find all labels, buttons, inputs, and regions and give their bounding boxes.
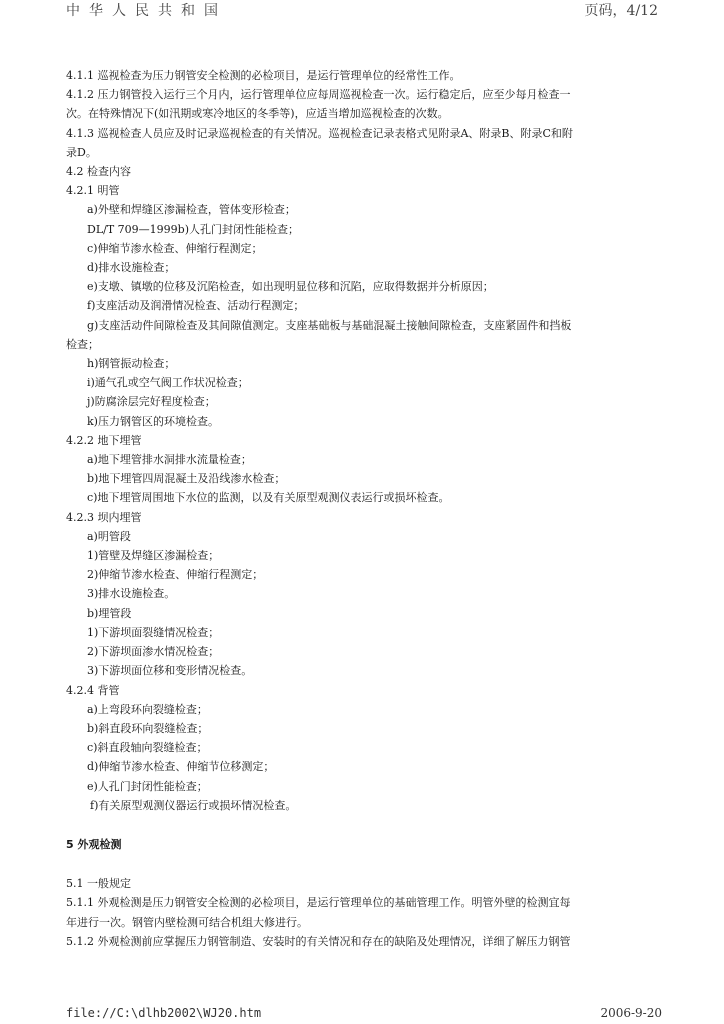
text-line: 年进行一次。钢管内壁检测可结合机组大修进行。 — [66, 915, 308, 929]
text-line: a)明管段 — [87, 529, 131, 543]
footer-file-path: file://C:\dlhb2002\WJ20.htm — [66, 1006, 262, 1020]
document-body — [66, 66, 662, 951]
text-line: 1)管壁及焊缝区渗漏检查； — [87, 549, 220, 563]
text-line: g)支座活动件间隙检查及其间隙值测定。支座基础板与基础混凝土接触间隙检查，支座紧固件和挡板 — [87, 318, 572, 332]
text-line: d)伸缩节渗水检查、伸缩节位移测定； — [87, 760, 275, 774]
section-4-lines — [66, 66, 662, 815]
text-line: c)斜直段轴向裂缝检查； — [87, 741, 208, 755]
text-line: 4.2.2 地下埋管 — [66, 433, 142, 447]
header-page-number: 页码，4/12 — [584, 3, 658, 19]
text-line: d)排水设施检查； — [87, 261, 176, 275]
text-line: 3)排水设施检查。 — [87, 587, 176, 601]
text-line: a)外壁和焊缝区渗漏检查，管体变形检查； — [87, 203, 296, 217]
text-line: c)伸缩节渗水检查、伸缩行程测定； — [87, 241, 263, 255]
text-line: 4.2.1 明管 — [66, 184, 120, 198]
text-line: b)斜直段环向裂缝检查； — [87, 721, 209, 735]
text-line: j)防腐涂层完好程度检查； — [87, 395, 216, 409]
text-line: 4.1.2 压力钢管投入运行三个月内，运行管理单位应每周巡视检查一次。运行稳定后，应至少每月检查一 — [66, 88, 571, 102]
text-line: DL/T 709—1999b)人孔门封闭性能检查； — [87, 222, 299, 236]
text-line: a)上弯段环向裂缝检查； — [87, 702, 208, 716]
text-line: 3)下游坝面位移和变形情况检查。 — [87, 664, 253, 678]
text-line: 2)伸缩节渗水检查、伸缩行程测定； — [87, 568, 264, 582]
text-line: 5.1.1 外观检测是压力钢管安全检测的必检项目，是运行管理单位的基础管理工作。明管外壁的检测宜每 — [66, 896, 571, 910]
text-line: b)埋管段 — [87, 606, 132, 620]
header-org: 中华人民共和国 — [66, 3, 227, 19]
text-line: e)支墩、镇墩的位移及沉陷检查，如出现明显位移和沉陷，应取得数据并分析原因； — [87, 280, 494, 294]
text-line: 录D。 — [66, 145, 97, 159]
text-line: 2)下游坝面渗水情况检查； — [87, 645, 220, 659]
text-line: c)地下埋管周围地下水位的监测，以及有关原型观测仪表运行或损坏检查。 — [87, 491, 450, 505]
text-line: f)支座活动及润滑情况检查、活动行程测定； — [87, 299, 305, 313]
text-line: e)人孔门封闭性能检查； — [87, 779, 208, 793]
section-5-heading: 5 外观检测 — [66, 837, 122, 851]
text-line: k)压力钢管区的环境检查。 — [87, 414, 219, 428]
page-header — [64, 0, 658, 20]
text-line: 4.2.3 坝内埋管 — [66, 510, 142, 524]
text-line: 检查； — [66, 337, 99, 351]
text-line: 5.1 一般规定 — [66, 877, 131, 891]
text-line: 4.1.1 巡视检查为压力钢管安全检测的必检项目，是运行管理单位的经常性工作。 — [66, 69, 461, 82]
text-line: 5.1.2 外观检测前应掌握压力钢管制造、安装时的有关情况和存在的缺陷及处理情况，详细了解压力钢管 — [66, 934, 571, 948]
text-line: i)通气孔或空气阀工作状况检查； — [87, 376, 249, 390]
section-5-lines — [66, 874, 662, 951]
text-line: a)地下埋管排水洞排水流量检查； — [87, 453, 252, 467]
text-line: h)钢管振动检查； — [87, 357, 176, 371]
text-line: b)地下埋管四周混凝土及沿线渗水检查； — [87, 472, 286, 486]
text-line: 4.2.4 背管 — [66, 683, 120, 697]
text-line: 1)下游坝面裂缝情况检查； — [87, 625, 220, 639]
text-line: 4.1.3 巡视检查人员应及时记录巡视检查的有关情况。巡视检查记录表格式见附录A、附录B、附录C和附 — [66, 126, 573, 140]
text-line: 4.2 检查内容 — [66, 165, 131, 179]
footer-date: 2006-9-20 — [600, 1006, 662, 1020]
text-line: f)有关原型观测仪器运行或损坏情况检查。 — [90, 798, 297, 812]
text-line: 次。在特殊情况下(如汛期或寒冷地区的冬季等)，应适当增加巡视检查的次数。 — [66, 107, 449, 121]
